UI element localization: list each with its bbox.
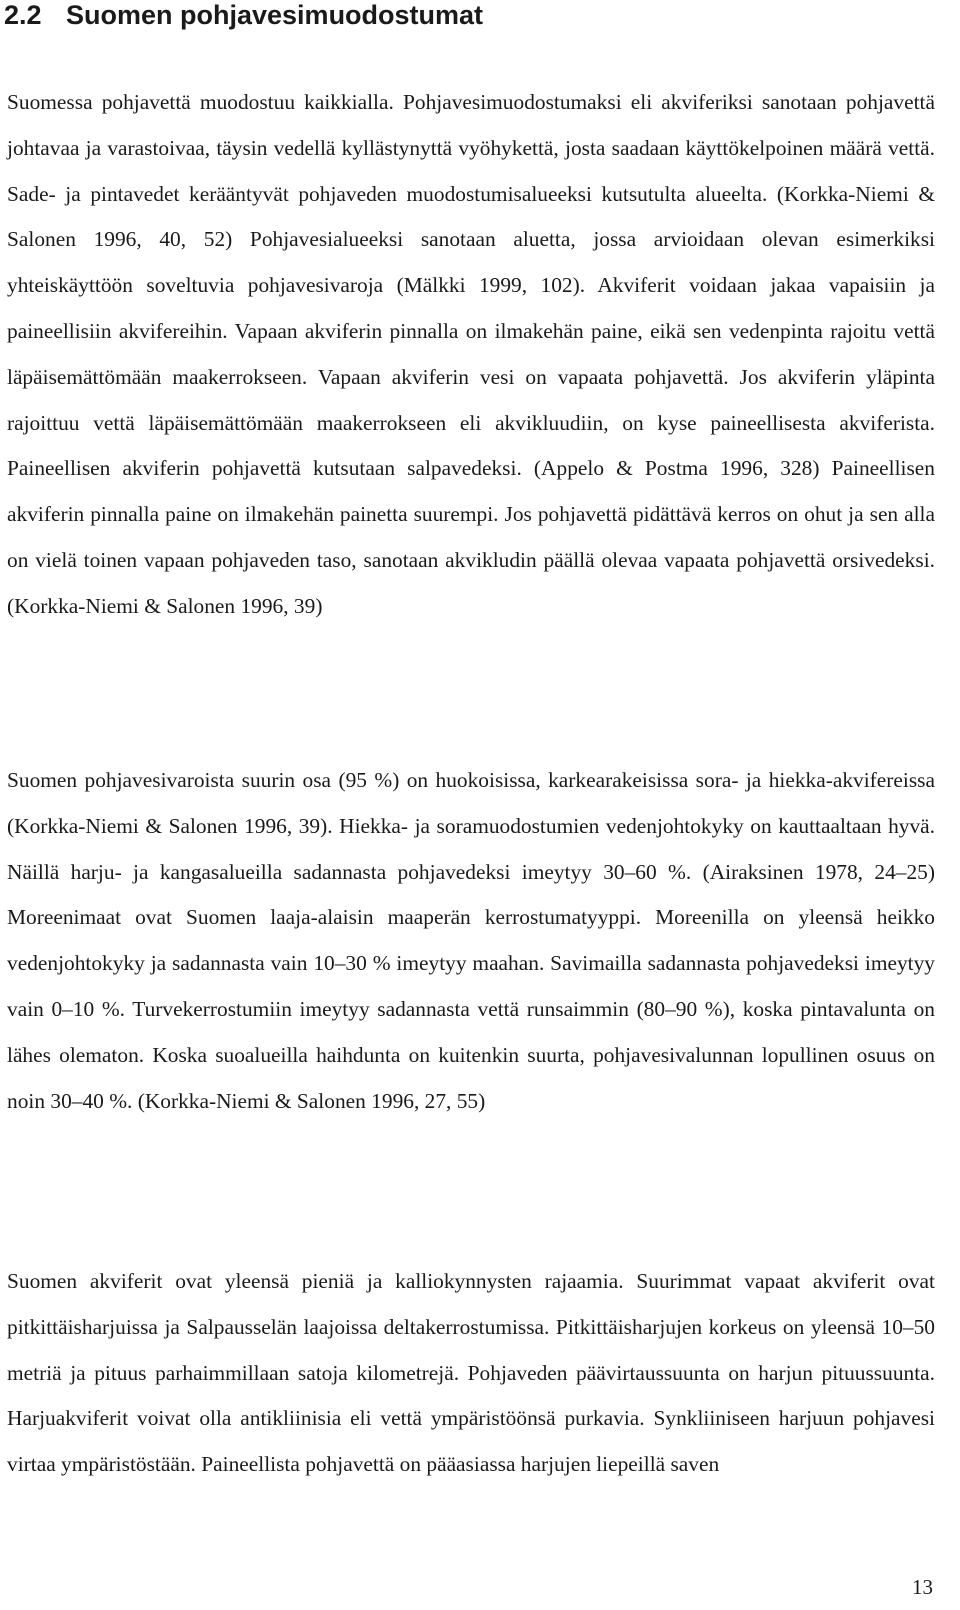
section-title: Suomen pohjavesimuodostumat	[66, 0, 484, 30]
section-number: 2.2	[4, 0, 42, 30]
page-number: 13	[912, 1575, 933, 1599]
paragraph-1: Suomessa pohjavettä muodostuu kaikkialla. Pohjavesimuodostumaksi eli akviferiksi sanotaan pohjavettä johtavaa ja varastoivaa, täysin vedellä kyllästynyttä vyöhykettä, josta saadaan käyttökelpoinen määrä vettä. Sade- ja pintavedet kerääntyvät pohjaveden muodostumisalueeksi kutsutulta alueelta. (Korkka-Niemi & Salonen 1996, 40, 52) Pohjavesialueeksi sanotaan aluetta, jossa arvioidaan olevan esimerkiksi yhteiskäyttöön soveltuvia pohjavesivaroja (Mälkki 1999, 102). Akviferit voidaan jakaa vapaisiin ja paineellisiin akvifereihin. Vapaan akviferin pinnalla on ilmakehän paine, eikä sen vedenpinta rajoitu vettä läpäisemättömään maakerrokseen. Vapaan akviferin vesi on vapaata pohjavettä. Jos akviferin yläpinta rajoittuu vettä läpäisemättömään maakerrokseen eli akvikluudiin, on kyse paineellisesta akviferista. Paineellisen akviferin pohjavettä kutsutaan salpavedeksi. (Appelo & Postma 1996, 328) Paineellisen akviferin pinnalla paine on ilmakehän painetta suurempi. Jos pohjavettä pidättävä kerros on ohut ja sen alla on vielä toinen vapaan pohjaveden taso, sanotaan akvikludin päällä olevaa vapaata pohjavettä orsivedeksi. (Korkka-Niemi & Salonen 1996, 39)	[7, 90, 935, 618]
section-heading	[4, 0, 483, 30]
paragraph-3: Suomen akviferit ovat yleensä pieniä ja kalliokynnysten rajaamia. Suurimmat vapaat akviferit ovat pitkittäisharjuissa ja Salpausselän laajoissa deltakerrostumissa. Pitkittäisharjujen korkeus on yleensä 10–50 metriä ja pituus parhaimmillaan satoja kilometrejä. Pohjaveden päävirtaussuunta on harjun pituussuunta. Harjuakviferit voivat olla antikliinisia eli vettä ympäristöönsä purkavia. Synkliiniseen harjuun pohjavesi virtaa ympäristöstään. Paineellista pohjavettä on pääasiassa harjujen liepeillä saven	[7, 1269, 935, 1477]
paragraph-2: Suomen pohjavesivaroista suurin osa (95 %) on huokoisissa, karkearakeisissa sora- ja hiekka-akvifereissa (Korkka-Niemi & Salonen 1996, 39). Hiekka- ja soramuodostumien vedenjohtokyky on kauttaaltaan hyvä. Näillä harju- ja kangasalueilla sadannasta pohjavedeksi imeytyy 30–60 %. (Airaksinen 1978, 24–25) Moreenimaat ovat Suomen laaja-alaisin maaperän kerrostumatyyppi. Moreenilla on yleensä heikko vedenjohtokyky ja sadannasta vain 10–30 % imeytyy maahan. Savimailla sadannasta pohjavedeksi imeytyy vain 0–10 %. Turvekerrostumiin imeytyy sadannasta vettä runsaimmin (80–90 %), koska pintavalunta on lähes olematon. Koska suoalueilla haihdunta on kuitenkin suurta, pohjavesivalunnan lopullinen osuus on noin 30–40 %. (Korkka-Niemi & Salonen 1996, 27, 55)	[7, 768, 935, 1113]
